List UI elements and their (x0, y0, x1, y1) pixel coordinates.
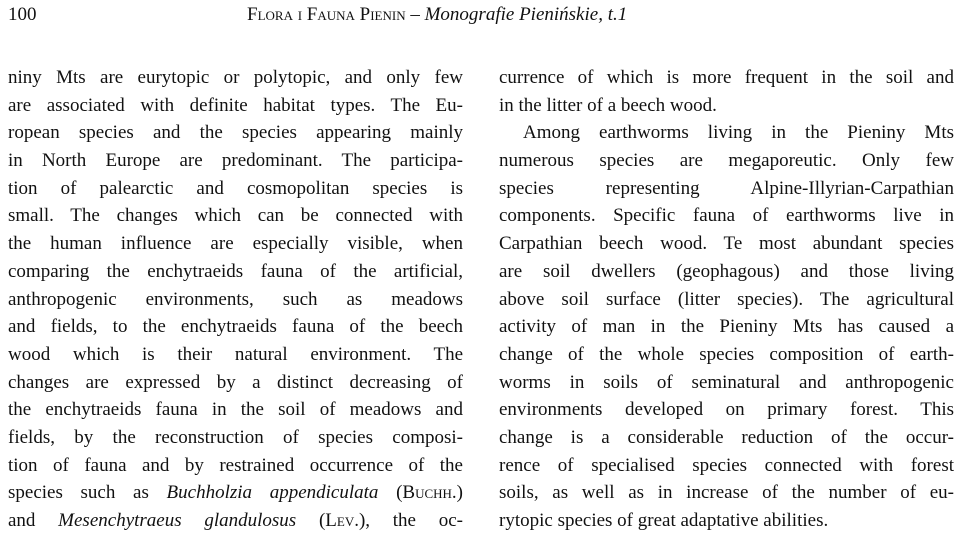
left-column (8, 64, 463, 535)
text-line: above soil surface (litter species). The agricultural (499, 288, 954, 310)
text-fragment: .), the oc- (354, 510, 463, 531)
species-name: Buchholzia appendiculata (166, 482, 379, 504)
text-line: anthropogenic environments, such as meadows (8, 288, 463, 310)
text-line-species-2 (8, 507, 463, 535)
text-line: changes are expressed by a distinct decreasing of (8, 371, 463, 393)
text-line: soils, as well as in increase of the number of eu- (499, 482, 954, 504)
text-line: environments developed on primary forest. This (499, 399, 954, 421)
text-line: in the litter of a beech wood. (499, 94, 717, 116)
species-name: Mesenchytraeus glandulosus (58, 510, 297, 531)
text-line: change of the whole species composition of earth- (499, 343, 954, 365)
text-line: numerous species are megaporeutic. Only few (499, 150, 954, 172)
text-line: tion of fauna and by restrained occurrence of the (8, 454, 463, 476)
text-line: ropean species and the species appearing mainly (8, 122, 463, 144)
running-head (247, 0, 627, 30)
right-column (499, 64, 954, 535)
text-line: are associated with definite habitat types. The Eu- (8, 94, 463, 116)
text-line: fields, by the reconstruction of species composi- (8, 426, 463, 448)
text-line: activity of man in the Pieniny Mts has caused a (499, 316, 954, 338)
text-line: are soil dwellers (geophagous) and those living (499, 260, 954, 282)
text-line: the enchytraeids fauna in the soil of meadows and (8, 399, 463, 421)
text-line: rytopic species of great adaptative abilities. (499, 510, 829, 531)
species-author: Lev (325, 510, 355, 531)
text-line: the human influence are especially visible, when (8, 233, 463, 255)
text-line: in North Europe are predominant. The participa- (8, 150, 463, 172)
text-line: change is a considerable reduction of the occur- (499, 426, 954, 448)
text-line: species representing Alpine-Illyrian-Carpathian (499, 177, 954, 199)
text-line: and fields, to the enchytraeids fauna of the beech (8, 316, 463, 338)
text-line: comparing the enchytraeids fauna of the artificial, (8, 260, 463, 282)
text-line: niny Mts are eurytopic or polytopic, and only few (8, 67, 463, 88)
page-header (0, 0, 960, 30)
journal-title-part1: Flora i Fauna Pienin (247, 4, 406, 25)
text-line: wood which is their natural environment. The (8, 343, 463, 365)
text-line: currence of which is more frequent in the soil and (499, 67, 954, 88)
text-line: tion of palearctic and cosmopolitan species is (8, 177, 463, 199)
text-fragment: .) (451, 482, 463, 504)
text-line-species-1 (8, 479, 463, 507)
paragraph-start-line: Among earthworms living in the Pieniny Mts (523, 122, 954, 144)
text-line: rence of specialised species connected with forest (499, 454, 954, 476)
species-author: Buchh (402, 482, 452, 504)
text-line: small. The changes which can be connected with (8, 205, 463, 227)
journal-title-part2: Monografie Pienińskie, t.1 (424, 4, 628, 25)
text-fragment: ( (296, 510, 326, 531)
text-fragment: species such as (8, 482, 167, 504)
text-fragment: and (8, 510, 59, 531)
page-number: 100 (8, 4, 37, 25)
text-line: Carpathian beech wood. Te most abundant species (499, 233, 954, 255)
text-fragment: ( (378, 482, 403, 504)
text-line: components. Specific fauna of earthworms live in (499, 205, 954, 227)
text-line: worms in soils of seminatural and anthropogenic (499, 371, 954, 393)
journal-title-separator: – (405, 4, 425, 25)
